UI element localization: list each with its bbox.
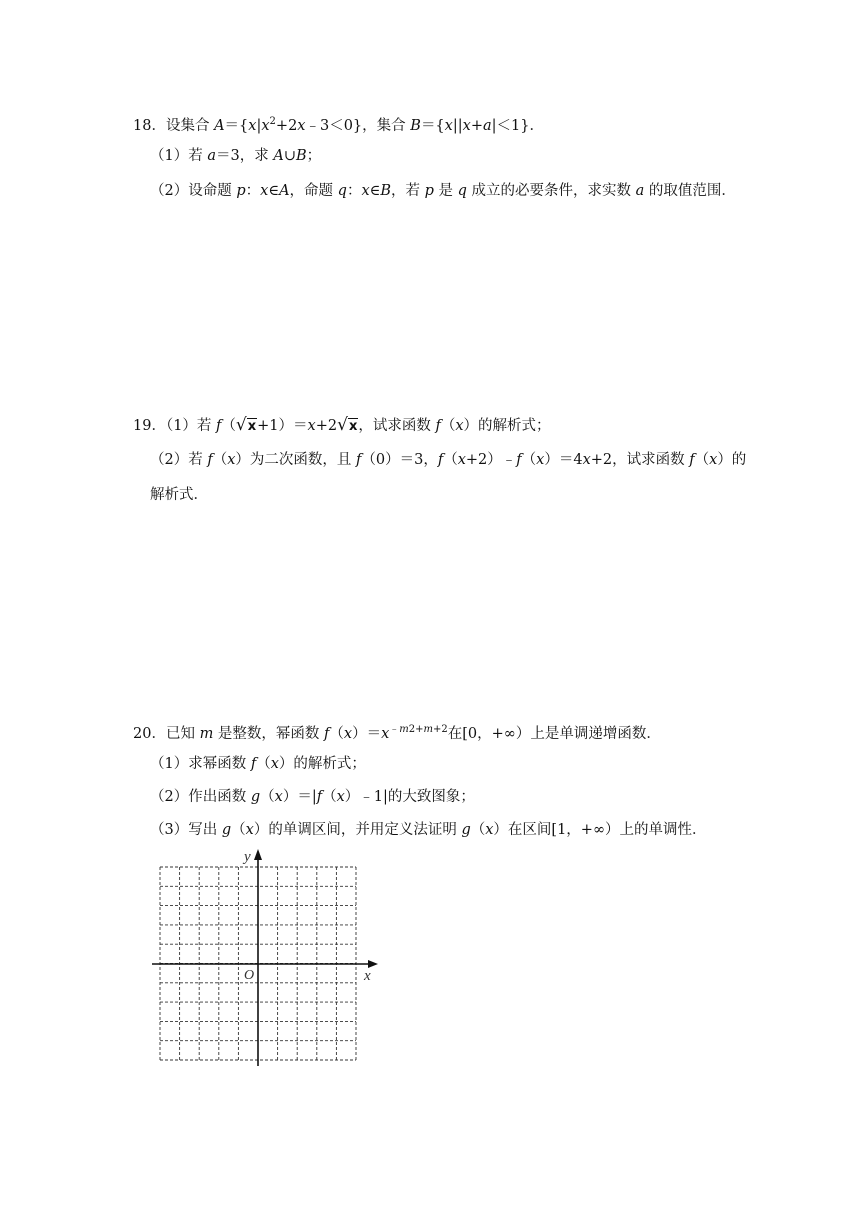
y-axis-arrow	[254, 849, 262, 860]
coordinate-grid-figure	[148, 846, 380, 1072]
problem-18-part-1: （1）若 a＝3，求 A∪B；	[150, 148, 322, 164]
x-axis-label: x	[364, 968, 371, 984]
problem-20-stem: 20．已知 m 是整数，幂函数 $f(x)=x^{﹣m2+m+2}$在[0，+∞）上是单调递增函数．	[133, 724, 661, 742]
problem-18-part-2: （2）设命题 p：x∈A，命题 q：x∈B，若 p 是 q 成立的必要条件，求实数 a 的取值范围．	[150, 183, 736, 199]
problem-18-stem: 18．设集合 $A=\{x|x^2+2x﹣3<0\}$，集合 B＝{x||x+a|＜1}．	[133, 116, 544, 134]
x-axis-arrow	[368, 960, 378, 968]
problem-20-part-3: （3）写出 g（x）的单调区间，并用定义法证明 g（x）在区间[1，+∞）上的单调性．	[150, 822, 707, 838]
problem-19-part-2: （2）若 f（x）为二次函数，且 f（0）＝3，f（x+2）﹣f（x）＝4x+2，试求函数 f（x）的	[150, 452, 747, 468]
problem-20-part-1: （1）求幂函数 f（x）的解析式；	[150, 756, 366, 772]
problem-19-stem: 19．（1）若 f（√x+1）＝x+2√x，试求函数 f（x）的解析式；	[133, 415, 551, 435]
sqrt-expression: √x	[235, 415, 257, 435]
sqrt-expression: √x	[337, 415, 358, 435]
axes	[152, 849, 378, 1066]
origin-label: O	[244, 968, 255, 983]
y-axis-label: y	[244, 849, 251, 865]
problem-19-part-2-cont: 解析式．	[150, 487, 208, 503]
problem-20-part-2: （2）作出函数 g（x）＝|f（x）﹣1|的大致图象；	[150, 789, 475, 805]
